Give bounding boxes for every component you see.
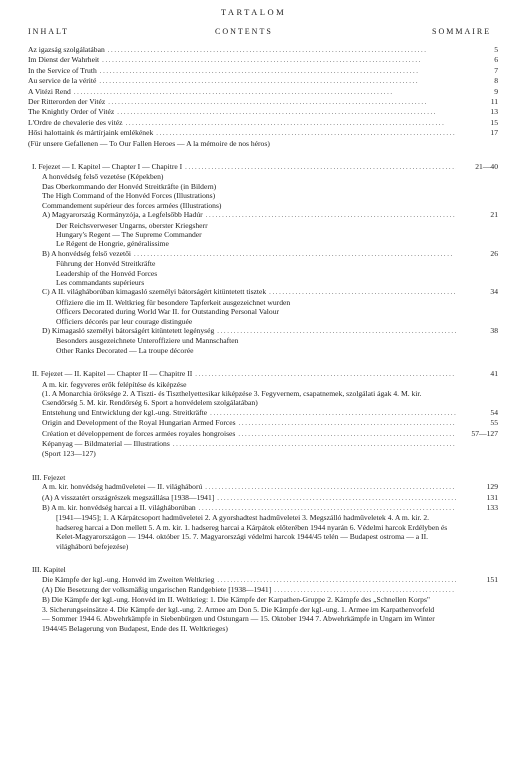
subentry-line: Officers Decorated during World War II. for Outstanding Personal Valour	[56, 307, 280, 317]
toc-entry[interactable]: Im Dienst der Wahrheit . . . 6	[28, 55, 498, 65]
subentry-line: Der Reichsverweser Ungarns, oberster Kriegsherr	[56, 220, 208, 230]
toc-entry[interactable]: Képanyag — Bildmaterial — Illustrations . . .	[42, 439, 498, 449]
chapter-1-subtitle: The High Command of the Honvéd Forces (Illustrations)	[42, 191, 216, 201]
toc-entry[interactable]: (A) A visszatért országrészek megszállása [1938—1941] . . . 131	[42, 493, 498, 503]
toc-entry[interactable]: (A) Die Besetzung der volksmäßig ungarischen Randgebiete [1938—1941] . . .	[42, 585, 498, 595]
subentry-line: Offiziere die im II. Weltkrieg für besondere Tapferkeit ausgezeichnet wurden	[56, 297, 291, 307]
subentry-line: Leadership of the Honvéd Forces	[56, 268, 158, 278]
toc-entry[interactable]: L'Ordre de chevalerie des vitéz . . . 15	[28, 118, 498, 128]
toc-entry[interactable]: C) A II. világháborúban kimagasló személyi bátorságért kitüntetett tisztek . . . 34	[42, 287, 498, 297]
chapter-3-kapitel-heading: III. Kapitel	[32, 565, 66, 575]
subentry-line: Le Régent de Hongrie, généralissime	[56, 239, 169, 249]
chapter-1-subtitle: A honvédség felső vezetése (Képekben)	[42, 172, 164, 182]
column-header-sommaire: SOMMAIRE	[432, 27, 492, 36]
toc-entry[interactable]: Az igazság szolgálatában . . . 5	[28, 45, 498, 55]
toc-entry[interactable]: Entstehung und Entwicklung der kgl.-ung. Streitkräfte . . . 54	[42, 408, 498, 418]
toc-entry[interactable]: A Vitézi Rend . . . 9	[28, 87, 498, 97]
subentry-line: Les commandants supérieurs	[56, 277, 145, 287]
chapter-2-heading[interactable]: II. Fejezet — II. Kapitel — Chapter II — Chapitre II . . . 41	[28, 369, 498, 379]
toc-entry[interactable]: B) A honvédség felső vezetői . . . 26	[42, 249, 498, 259]
toc-entry[interactable]: Die Kämpfe der kgl.-ung. Honvéd im Zweiten Weltkrieg . . . 151	[42, 575, 498, 585]
chapter-3-description: [1941—1945]; 1. A Kárpátcsoport hadműveletei 2. A gyorshadtest hadműveletei 3. Megszálló hadműveletek 4. A m. kir. 2. hadsereg harcai a Don mellett 5. A m. kir. 1. hadsereg harcai a Kárpátok előterében 1944 nyarán 6. Védelmi harcok Erdélyben és Kelet-Magyarországon — 1944. október 15. 7. Magyarországi védelmi harcok 1944/45 telén — Budapest ostroma — a II. világháború befejezése)	[56, 513, 448, 551]
chapter-1-subtitle: Das Oberkommando der Honvéd Streitkräfte (in Bildern)	[42, 181, 217, 191]
toc-entry[interactable]: Hősi halottaink és mártírjaink emlékének . . . 17	[28, 128, 498, 138]
toc-entries	[28, 45, 498, 633]
front-note: (Für unsere Gefallenen — To Our Fallen Heroes — A la mémoire de nos héros)	[28, 138, 270, 148]
toc-entry[interactable]: B) A m. kir. honvédség harcai a II. világháborúban . . . 133	[42, 503, 498, 513]
subentry-line: Other Ranks Decorated — La troupe décorée	[56, 345, 194, 355]
subentry-line: Hungary's Regent — The Supreme Commander	[56, 229, 202, 239]
toc-entry[interactable]: D) Kimagasló személyi bátorságért kitüntetett legénység . . . 38	[42, 326, 498, 336]
toc-entry[interactable]: The Knightly Order of Vitéz . . . 13	[28, 107, 498, 117]
toc-entry[interactable]: Au service de la vérité . . . 8	[28, 76, 498, 86]
subentry-line: Officiers décorés par leur courage distinguée	[56, 316, 193, 326]
column-header-contents: CONTENTS	[215, 27, 273, 36]
toc-entry[interactable]: A m. kir. honvédség hadműveletei — II. világháború . . . 129	[42, 482, 498, 492]
toc-entry[interactable]: Création et développement de forces armées royales hongroises . . . 57—127	[42, 429, 498, 439]
column-header-inhalt: INHALT	[28, 27, 70, 36]
toc-entry[interactable]: Origin and Development of the Royal Hungarian Armed Forces . . . 55	[42, 418, 498, 428]
sport-note: (Sport 123—127)	[42, 449, 96, 459]
subentry-line: Besonders ausgezeichnete Unteroffiziere und Mannschaften	[56, 336, 239, 346]
subentry-line: Führung der Honvéd Streitkräfte	[56, 259, 156, 269]
chapter-1-subtitle: Commandement supérieur des forces armées (Illustrations)	[42, 200, 222, 210]
toc-entry[interactable]: A) Magyarország Kormányzója, a Legfelsőbb Hadúr . . . 21	[42, 210, 498, 220]
page-title: TARTALOM	[220, 7, 287, 17]
chapter-1-heading[interactable]: I. Fejezet — I. Kapitel — Chapter I — Chapitre I . . . 21—40	[28, 162, 498, 172]
chapter-2-intro: A m. kir. fegyveres erők felépítése és kiképzése	[42, 379, 187, 389]
chapter-2-description: (1. A Monarchia öröksége 2. A Tiszti- és Tiszthelyettesikar kiképzése 3. Fegyvernem, csapatnemek, szolgálati ágak 4. M. kir. Csendőrség 5. M. kir. Rendőrség 6. Sport a honvédelem szolgálatában)	[42, 389, 422, 408]
toc-entry[interactable]: In the Service of Truth . . . 7	[28, 66, 498, 76]
toc-entry[interactable]: Der Ritterorden der Vitéz . . . 11	[28, 97, 498, 107]
chapter-3-heading: III. Fejezet	[32, 472, 66, 482]
chapter-3-kapitel-description: B) Die Kämpfe der kgl.-ung. Honvéd im II. Weltkrieg: 1. Die Kämpfe der Karpathen-Gruppe 2. Kämpfe des „Schnellen Korps" 3. Sicherungseinsätze 4. Die Kämpfe der kgl.-ung. 2. Armee am Don 5. Die Kämpfe der kgl.-ung. 1. Armee im Karpathenvorfeld — Sommer 1944 6. Abwehrkämpfe in Siebenbürgen und Ostungarn — 15. Oktober 1944 7. Abwehrkämpfe in Ungarn im Winter 1944/45 Belagerung von Budapest, Ende des II. Weltkrieges)	[42, 595, 435, 633]
